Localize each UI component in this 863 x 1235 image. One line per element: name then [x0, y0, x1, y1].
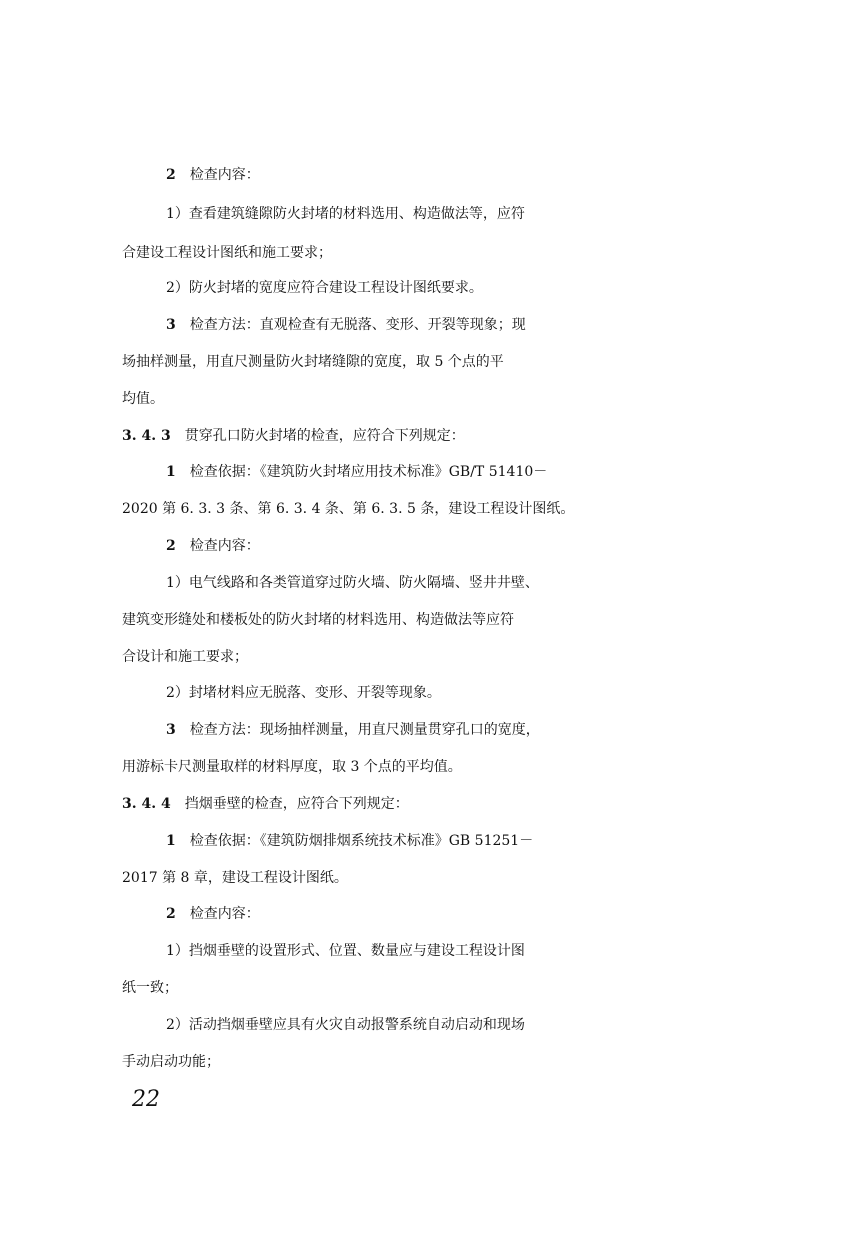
- clause-number: 3. 4. 3: [122, 428, 171, 444]
- line-text: 均值。: [122, 391, 164, 407]
- line-15: [0, 673, 863, 713]
- line-text: 场抽样测量，用直尺测量防火封堵缝隙的宽度，取 5 个点的平: [122, 354, 504, 370]
- line-20: [0, 858, 863, 898]
- line-text: 建筑变形缝处和楼板处的防火封堵的材料选用、构造做法等应符: [122, 612, 514, 628]
- line-text: 挡烟垂壁的检查，应符合下列规定：: [184, 796, 409, 812]
- line-text: 检查方法：直观检查有无脱落、变形、开裂等现象；现: [189, 317, 526, 333]
- line-13: [0, 600, 863, 640]
- line-text: 合设计和施工要求；: [122, 649, 248, 665]
- line-text: 用游标卡尺测量取样的材料厚度，取 3 个点的平均值。: [122, 759, 462, 775]
- line-3: [0, 233, 863, 273]
- line-text: 纸一致；: [122, 980, 178, 996]
- line-text: 2020 第 6. 3. 3 条、第 6. 3. 4 条、第 6. 3. 5 条，建设工程设计图纸。: [122, 501, 575, 517]
- line-text: 2017 第 8 章，建设工程设计图纸。: [122, 870, 348, 886]
- clause-heading: [0, 416, 863, 456]
- line-14: [0, 637, 863, 677]
- line-10: [0, 489, 863, 529]
- item-number: 2: [166, 538, 176, 554]
- line-text: 2）活动挡烟垂壁应具有火灾自动报警系统自动启动和现场: [166, 1017, 525, 1033]
- line-text: 1）查看建筑缝隙防火封堵的材料选用、构造做法等，应符: [166, 206, 525, 222]
- item-number: 3: [166, 317, 176, 333]
- item-number: 1: [166, 464, 176, 480]
- line-text: 2）防火封堵的宽度应符合建设工程设计图纸要求。: [166, 280, 483, 296]
- line-text: 贯穿孔口防火封堵的检查，应符合下列规定：: [184, 428, 465, 444]
- line-text: 检查内容：: [189, 538, 260, 554]
- line-text: 1）挡烟垂壁的设置形式、位置、数量应与建设工程设计图: [166, 943, 525, 959]
- line-12: [0, 563, 863, 603]
- line-text: 检查方法：现场抽样测量，用直尺测量贯穿孔口的宽度，: [189, 722, 540, 738]
- line-19: [0, 821, 863, 861]
- clause-number: 3. 4. 4: [122, 796, 171, 812]
- line-text: 检查依据：《建筑防火封堵应用技术标准》GB/T 51410－: [189, 464, 548, 480]
- page-number: 22: [132, 1087, 160, 1112]
- line-6: [0, 342, 863, 382]
- line-2: [0, 194, 863, 234]
- item-number: 2: [166, 906, 176, 922]
- line-9: [0, 452, 863, 492]
- line-4: [0, 268, 863, 308]
- line-17: [0, 747, 863, 787]
- line-text: 合建设工程设计图纸和施工要求；: [122, 245, 332, 261]
- item-number: 2: [166, 167, 176, 183]
- item-number: 1: [166, 833, 176, 849]
- line-text: 检查内容：: [189, 167, 260, 183]
- line-text: 1）电气线路和各类管道穿过防火墙、防火隔墙、竖井井壁、: [166, 575, 539, 591]
- line-25: [0, 1042, 863, 1082]
- line-22: [0, 931, 863, 971]
- line-23: [0, 968, 863, 1008]
- line-text: 检查内容：: [189, 906, 260, 922]
- clause-heading: [0, 784, 863, 824]
- line-text: 2）封堵材料应无脱落、变形、开裂等现象。: [166, 685, 441, 701]
- line-11: [0, 526, 863, 566]
- line-24: [0, 1005, 863, 1045]
- item-number: 3: [166, 722, 176, 738]
- line-1: [0, 155, 863, 195]
- line-text: 手动启动功能；: [122, 1054, 220, 1070]
- line-7: [0, 379, 863, 419]
- line-16: [0, 710, 863, 750]
- line-5: [0, 305, 863, 345]
- line-21: [0, 894, 863, 934]
- line-text: 检查依据：《建筑防烟排烟系统技术标准》GB 51251－: [189, 833, 534, 849]
